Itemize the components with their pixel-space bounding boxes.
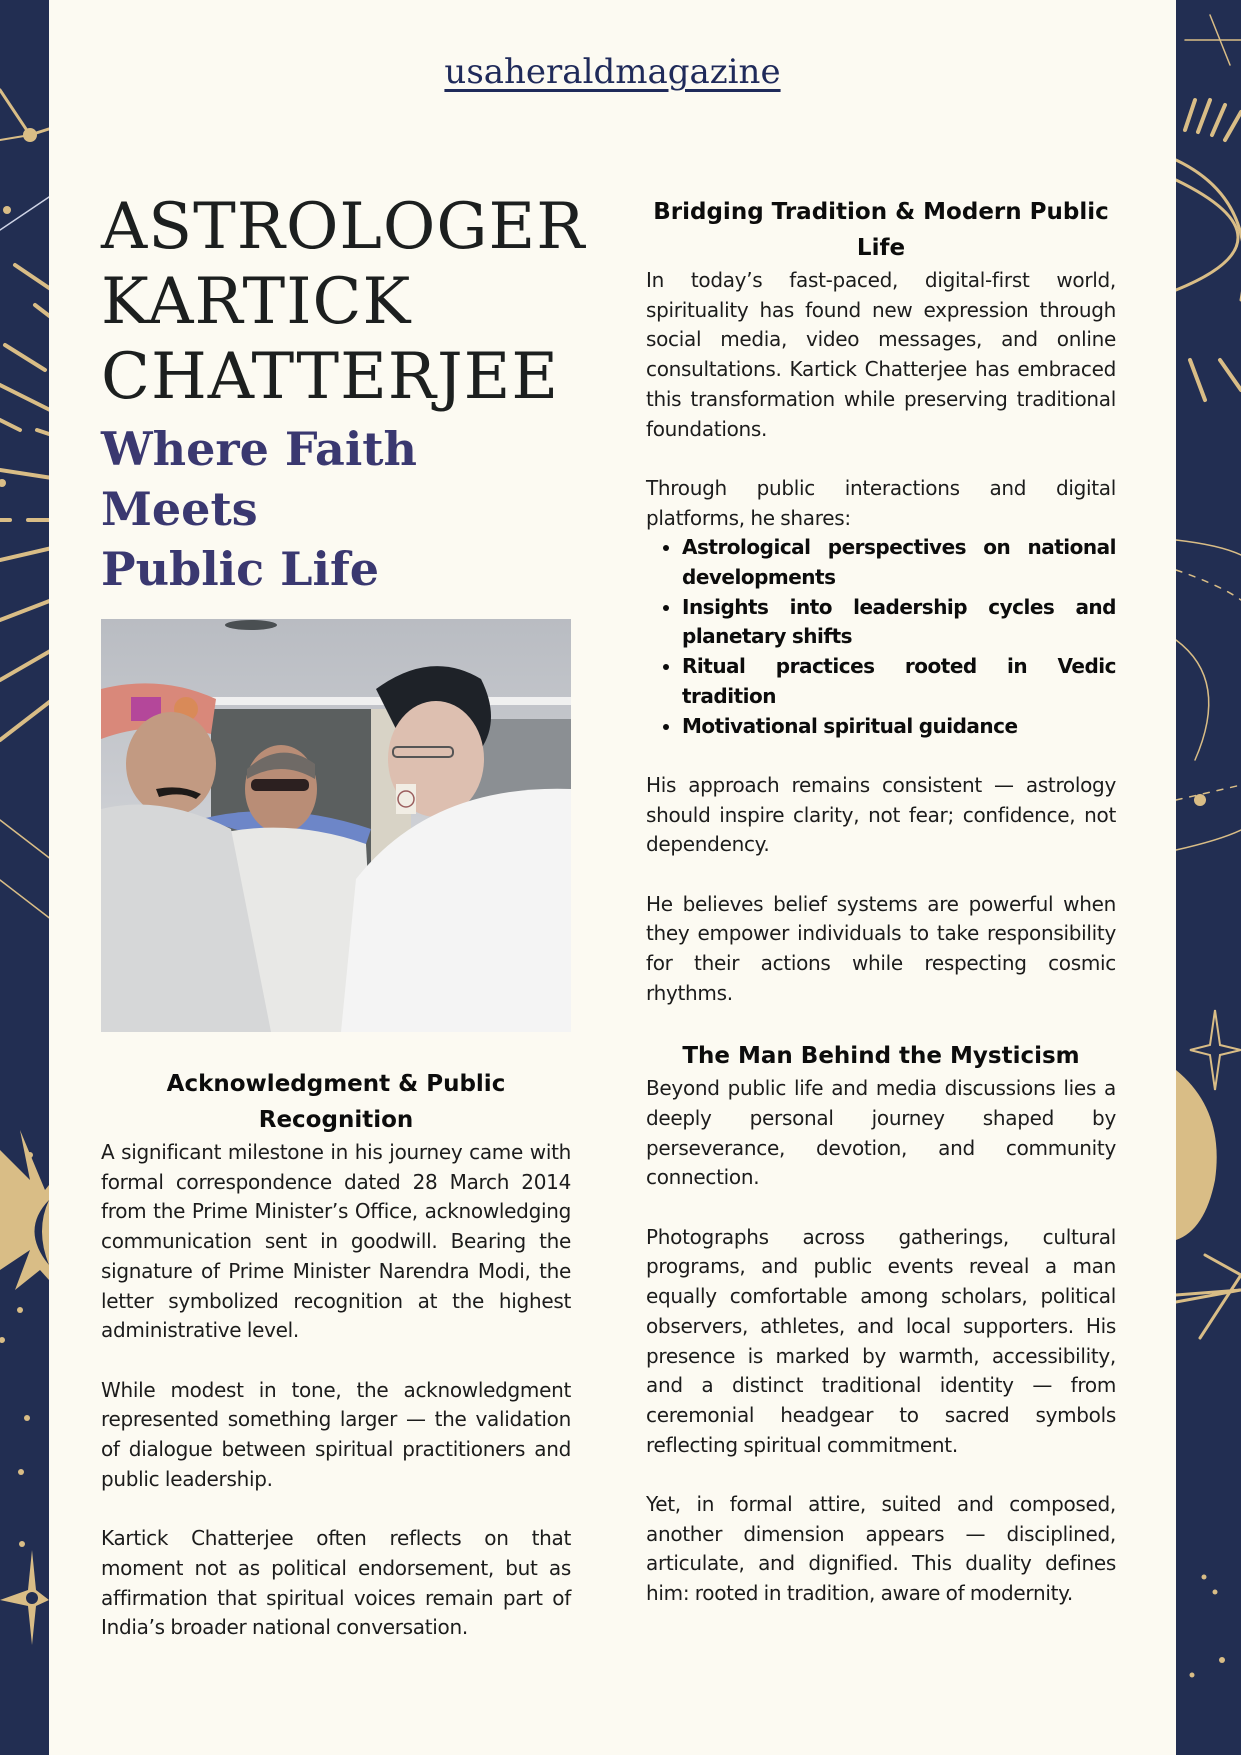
section-heading-man-behind: The Man Behind the Mysticism xyxy=(682,1043,1080,1070)
section-heading-acknowledgment: Acknowledgment & Public Recognition xyxy=(166,1071,506,1133)
title-line: KARTICK xyxy=(101,265,412,339)
photo-three-men-icon xyxy=(101,619,571,1032)
bullet-item: • Insights into leadership cycles and planetary shifts xyxy=(682,593,1116,652)
article-title xyxy=(101,190,586,415)
subtitle-line: Public Life xyxy=(101,542,380,596)
bullet-item: • Ritual practices rooted in Vedic tradition xyxy=(682,652,1116,711)
paragraph: Through public interactions and digital platforms, he shares: xyxy=(646,475,1116,530)
bullet-list xyxy=(646,533,1116,741)
paragraph: Beyond public life and media discussions lies a deeply personal journey shaped by perseverance, devotion, and community connection. xyxy=(646,1076,1116,1190)
paragraph: Photographs across gatherings, cultural programs, and public events reveal a man equally comfortable among scholars, political observers, athletes, and local supporters. His presence is marked by warmth, accessibility, and a distinct traditional identity — from ceremonial headgear to sacred symbols reflecting spiritual commitment. xyxy=(646,1224,1116,1457)
section-heading-bridging: Bridging Tradition & Modern Public Life xyxy=(653,199,1109,261)
paragraph: He believes belief systems are powerful when they empower individuals to take responsibility for their actions while respecting cosmic rhythms. xyxy=(646,891,1116,1005)
title-line: CHATTERJEE xyxy=(101,340,560,414)
paragraph: Kartick Chatterjee often reflects on that moment not as political endorsement, but as affirmation that spiritual voices remain part of India’s broader national conversation. xyxy=(101,1526,571,1640)
bullet-item: • Astrological perspectives on national developments xyxy=(682,533,1116,592)
paragraph: Yet, in formal attire, suited and composed, another dimension appears — disciplined, articulate, and dignified. This duality defines him: rooted in tradition, aware of modernity. xyxy=(646,1492,1116,1606)
right-column xyxy=(646,194,1116,1609)
paragraph: While modest in tone, the acknowledgment represented something larger — the validation of dialogue between spiritual practitioners and public leadership. xyxy=(101,1377,571,1491)
paragraph: A significant milestone in his journey came with formal correspondence dated 28 March 2014 from the Prime Minister’s Office, acknowledging communication sent in goodwill. Bearing the signature of Prime Minister Narendra Modi, the letter symbolized recognition at the highest administrative level. xyxy=(101,1140,571,1343)
article-subtitle xyxy=(101,419,571,599)
paragraph: His approach remains consistent — astrology should inspire clarity, not fear; confidence, not dependency. xyxy=(646,772,1116,857)
left-column xyxy=(101,190,586,1643)
bullet-item: • Motivational spiritual guidance xyxy=(682,712,1116,742)
title-line: ASTROLOGER xyxy=(101,190,586,264)
article-photo xyxy=(101,619,571,1032)
paragraph: In today’s fast-paced, digital-first world, spirituality has found new expression through social media, video messages, and online consultations. Kartick Chatterjee has embraced this transformation while preserving traditional foundations. xyxy=(646,268,1116,441)
magazine-page xyxy=(49,0,1176,1755)
subtitle-line: Where Faith Meets xyxy=(101,422,418,536)
masthead-link[interactable]: usaheraldmagazine xyxy=(444,52,781,92)
